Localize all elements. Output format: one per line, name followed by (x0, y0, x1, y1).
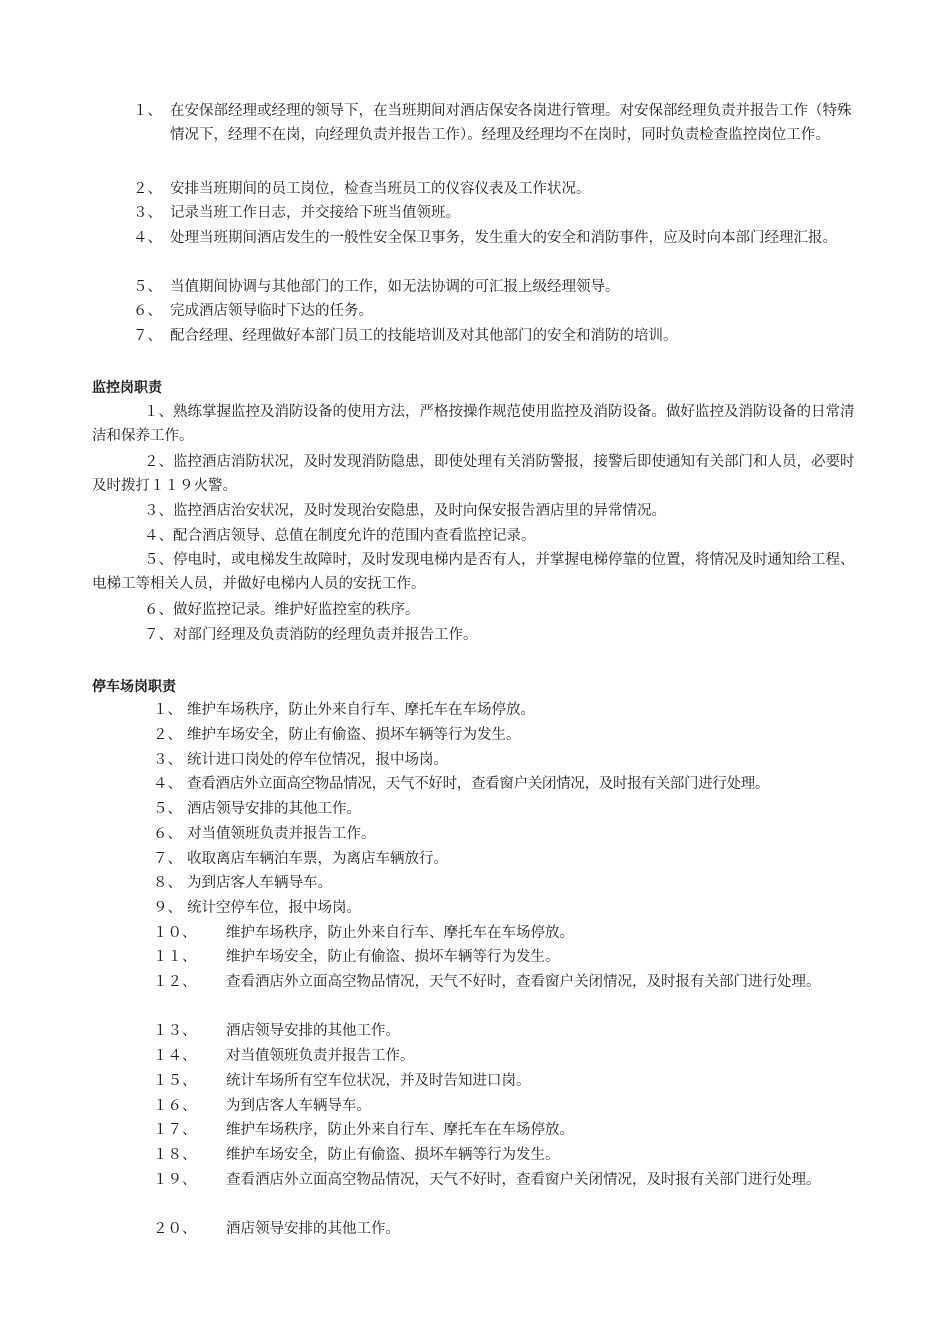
item-number: １０、 (153, 925, 197, 941)
list-item (133, 226, 863, 250)
list-item (153, 945, 863, 969)
item-text: 当值期间协调与其他部门的工作，如无法协调的可汇报上级经理领导。 (170, 279, 620, 295)
item-number: １、 (133, 103, 162, 119)
list-item (133, 299, 863, 323)
item-text: 安排当班期间的员工岗位，检查当班员工的仪容仪表及工作状况。 (170, 181, 591, 197)
section-title-monitoring: 监控岗职责 (92, 380, 162, 396)
item-number: １、 (153, 702, 182, 718)
item-text: 对当值领班负责并报告工作。 (187, 826, 376, 842)
list-item (153, 1143, 863, 1167)
item-number: ７、 (153, 851, 182, 867)
item-text: 维护车场秩序，防止外来自行车、摩托车在车场停放。 (226, 1122, 574, 1138)
item-text: 维护车场安全，防止有偷盗、损坏车辆等行为发生。 (226, 1147, 560, 1163)
item-number: １４、 (153, 1048, 197, 1064)
item-number: １５、 (153, 1073, 197, 1089)
list-item (153, 748, 873, 772)
list-item (153, 822, 873, 846)
item-text: 维护车场秩序，防止外来自行车、摩托车在车场停放。 (226, 925, 574, 941)
item-text: 配合经理、经理做好本部门员工的技能培训及对其他部门的安全和消防的培训。 (170, 328, 678, 344)
item-number: ４、 (153, 776, 182, 792)
list-item (153, 797, 873, 821)
item-text: 维护车场秩序，防止外来自行车、摩托车在车场停放。 (187, 702, 535, 718)
item-number: ９、 (153, 900, 182, 916)
item-number: １３、 (153, 1023, 197, 1039)
item-number: １１、 (153, 949, 197, 965)
item-number: ６、 (153, 826, 182, 842)
list-item (153, 1044, 863, 1068)
item-number: ６、 (133, 303, 162, 319)
item-text: 酒店领导安排的其他工作。 (226, 1023, 400, 1039)
item-text: 酒店领导安排的其他工作。 (187, 801, 361, 817)
item-text: 维护车场安全，防止有偷盗、损坏车辆等行为发生。 (226, 949, 560, 965)
item-number: ２、 (133, 181, 162, 197)
item-text: 在安保部经理或经理的领导下，在当班期间对酒店保安各岗进行管理。对安保部经理负责并报告工作（特殊情况下，经理不在岗，向经理负责并报告工作）。经理及经理均不在岗时，同时负责检查监控岗位工作。 (170, 103, 852, 144)
list-item (153, 1217, 863, 1241)
list-item (153, 1069, 863, 1093)
item-number: ２、 (153, 727, 182, 743)
list-item (153, 1094, 863, 1118)
item-text: 统计车场所有空车位状况，并及时告知进口岗。 (226, 1073, 531, 1089)
item-number: ４、 (133, 230, 162, 246)
item-number: １２、 (153, 974, 197, 990)
list-item (153, 1168, 863, 1192)
item-text: 记录当班工作日志，并交接给下班当值领班。 (170, 205, 460, 221)
item-number: １９、 (153, 1172, 197, 1188)
item-text: 查看酒店外立面高空物品情况，天气不好时，查看窗户关闭情况，及时报有关部门进行处理。 (187, 776, 770, 792)
paragraph: ５、停电时，或电梯发生故障时，及时发现电梯内是否有人，并掌握电梯停靠的位置，将情况及时通知给工程、电梯工等相关人员，并做好电梯内人员的安抚工作。 (92, 552, 855, 593)
item-text: 为到店客人车辆导车。 (187, 875, 332, 891)
item-text: 处理当班期间酒店发生的一般性安全保卫事务，发生重大的安全和消防事件，应及时向本部门经理汇报。 (170, 230, 837, 246)
list-item (133, 177, 863, 201)
list-item (153, 723, 873, 747)
item-number: ３、 (133, 205, 162, 221)
item-text: 统计进口岗处的停车位情况，报中场岗。 (187, 752, 448, 768)
paragraph: ２、监控酒店消防状况，及时发现消防隐患，即使处理有关消防警报，接警后即使通知有关部门和人员，必要时及时拨打１１９火警。 (92, 454, 855, 495)
item-number: ３、 (153, 752, 182, 768)
list-item (153, 921, 863, 945)
list-item (153, 1118, 863, 1142)
paragraph: ６、做好监控记录。维护好监控室的秩序。 (144, 602, 420, 618)
list-item (153, 970, 863, 994)
list-item (153, 698, 873, 722)
item-number: １８、 (153, 1147, 197, 1163)
list-item (133, 99, 863, 148)
paragraph: １、熟练掌握监控及消防设备的使用方法，严格按操作规范使用监控及消防设备。做好监控及消防设备的日常清洁和保养工作。 (92, 404, 855, 445)
list-item (153, 1019, 863, 1043)
list-item (133, 201, 863, 225)
item-number: １６、 (153, 1098, 197, 1114)
item-number: １７、 (153, 1122, 197, 1138)
list-item (153, 772, 883, 796)
paragraph: ３、监控酒店治安状况，及时发现治安隐患，及时向保安报告酒店里的异常情况。 (144, 503, 666, 519)
item-text: 对当值领班负责并报告工作。 (226, 1048, 415, 1064)
item-text: 酒店领导安排的其他工作。 (226, 1221, 400, 1237)
item-number: ７、 (133, 328, 162, 344)
item-number: ２０、 (153, 1221, 197, 1237)
list-item (133, 324, 863, 348)
section-title-parking: 停车场岗职责 (92, 679, 176, 695)
list-item (153, 871, 873, 895)
list-item (133, 275, 863, 299)
item-text: 查看酒店外立面高空物品情况，天气不好时，查看窗户关闭情况，及时报有关部门进行处理。 (226, 1172, 821, 1188)
paragraph: ７、对部门经理及负责消防的经理负责并报告工作。 (144, 627, 478, 643)
item-text: 完成酒店领导临时下达的任务。 (170, 303, 373, 319)
list-item (153, 896, 873, 920)
item-text: 为到店客人车辆导车。 (226, 1098, 371, 1114)
item-number: ８、 (153, 875, 182, 891)
item-text: 收取离店车辆泊车票，为离店车辆放行。 (187, 851, 448, 867)
item-text: 统计空停车位，报中场岗。 (187, 900, 361, 916)
item-number: ５、 (133, 279, 162, 295)
paragraph: ４、配合酒店领导、总值在制度允许的范围内查看监控记录。 (144, 528, 536, 544)
item-text: 维护车场安全，防止有偷盗、损坏车辆等行为发生。 (187, 727, 521, 743)
list-item (153, 847, 873, 871)
item-number: ５、 (153, 801, 182, 817)
item-text: 查看酒店外立面高空物品情况，天气不好时，查看窗户关闭情况，及时报有关部门进行处理。 (226, 974, 821, 990)
